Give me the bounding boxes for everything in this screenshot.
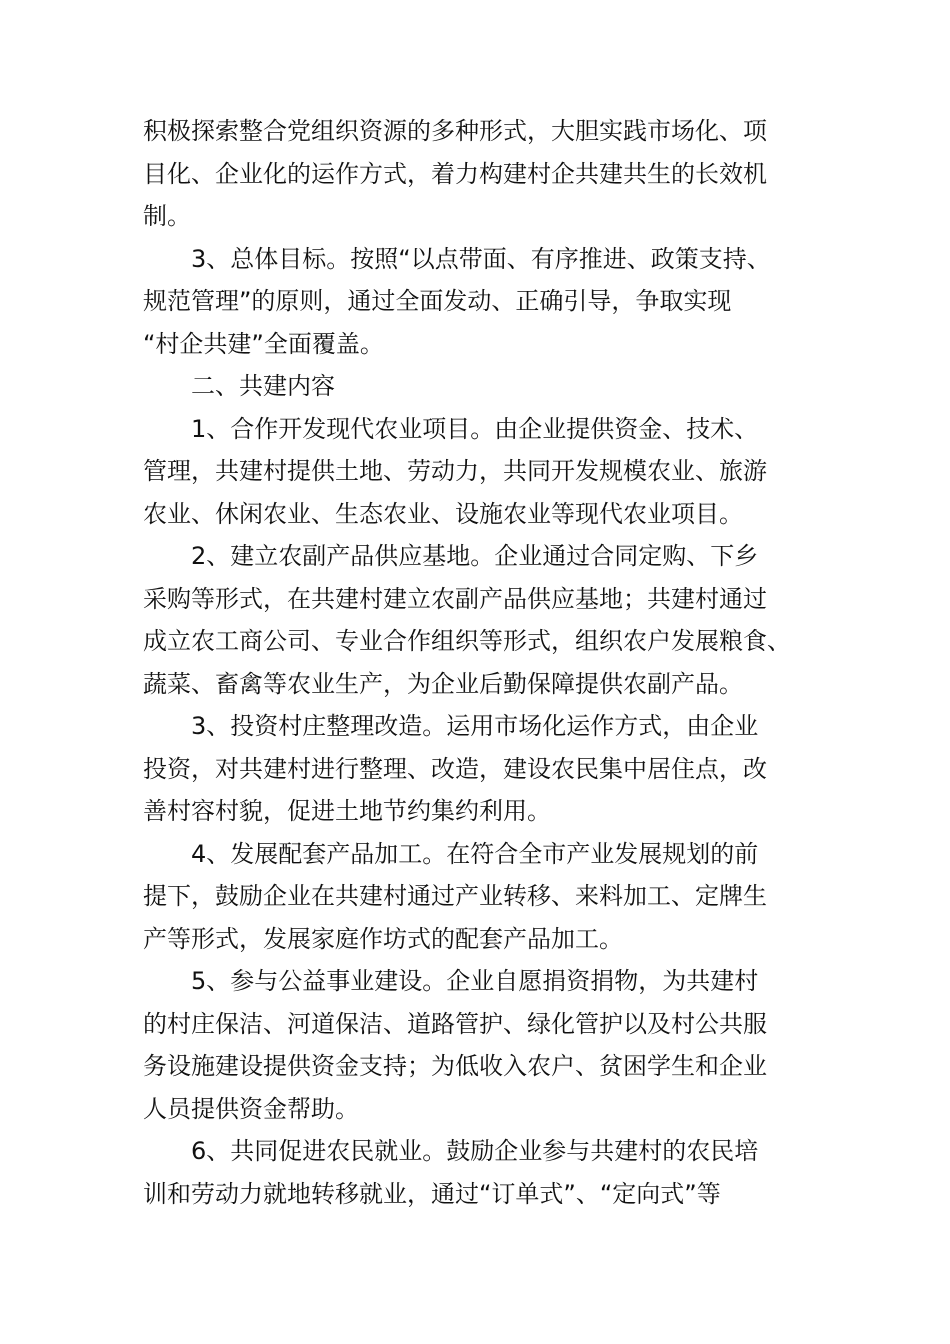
paragraph-item-2 bbox=[143, 535, 833, 705]
text-line: 提下，鼓励企业在共建村通过产业转移、来料加工、定牌生 bbox=[143, 882, 767, 910]
text-line: 产等形式，发展家庭作坊式的配套产品加工。 bbox=[143, 924, 623, 953]
text-line: 的村庄保洁、河道保洁、道路管护、绿化管护以及村公共服 bbox=[143, 1009, 767, 1038]
text-line: 3、总体目标。按照“以点带面、有序推进、政策支持、 bbox=[191, 244, 771, 273]
document-body bbox=[143, 110, 833, 1215]
text-line: 3、投资村庄整理改造。运用市场化运作方式，由企业 bbox=[191, 712, 759, 740]
text-line: 农业、休闲农业、生态农业、设施农业等现代农业项目。 bbox=[143, 499, 743, 528]
text-line: 5、参与公益事业建设。企业自愿捐资捐物，为共建村 bbox=[191, 967, 759, 995]
paragraph-overall-goal bbox=[143, 238, 833, 366]
text-line: 目化、企业化的运作方式，着力构建村企共建共生的长效机 bbox=[143, 159, 767, 188]
text-line: 1、合作开发现代农业项目。由企业提供资金、技术、 bbox=[191, 414, 759, 443]
heading-text: 二、共建内容 bbox=[191, 372, 335, 400]
text-line: 成立农工商公司、专业合作组织等形式，组织农户发展粮食、 bbox=[143, 627, 791, 655]
paragraph-item-6 bbox=[143, 1130, 833, 1215]
text-line: 积极探索整合党组织资源的多种形式，大胆实践市场化、项 bbox=[143, 117, 767, 145]
text-line: “村企共建”全面覆盖。 bbox=[143, 329, 384, 358]
section-heading bbox=[143, 365, 833, 408]
paragraph-item-1 bbox=[143, 408, 833, 536]
text-line: 4、发展配套产品加工。在符合全市产业发展规划的前 bbox=[191, 839, 759, 868]
text-line: 投资，对共建村进行整理、改造，建设农民集中居住点，改 bbox=[143, 754, 767, 783]
text-line: 务设施建设提供资金支持；为低收入农户、贫困学生和企业 bbox=[143, 1052, 767, 1080]
text-line: 蔬菜、畜禽等农业生产，为企业后勤保障提供农副产品。 bbox=[143, 669, 743, 698]
text-line: 6、共同促进农民就业。鼓励企业参与共建村的农民培 bbox=[191, 1137, 759, 1165]
paragraph-item-4 bbox=[143, 833, 833, 961]
text-line: 制。 bbox=[143, 202, 191, 230]
paragraph-item-5 bbox=[143, 960, 833, 1130]
text-line: 2、建立农副产品供应基地。企业通过合同定购、下乡 bbox=[191, 542, 759, 570]
paragraph-item-3 bbox=[143, 705, 833, 833]
text-line: 善村容村貌，促进土地节约集约利用。 bbox=[143, 797, 551, 825]
text-line: 管理，共建村提供土地、劳动力，共同开发规模农业、旅游 bbox=[143, 457, 767, 485]
text-line: 训和劳动力就地转移就业，通过“订单式”、“定向式”等 bbox=[143, 1179, 721, 1208]
text-line: 采购等形式，在共建村建立农副产品供应基地；共建村通过 bbox=[143, 584, 767, 613]
text-line: 规范管理”的原则，通过全面发动、正确引导，争取实现 bbox=[143, 287, 732, 315]
paragraph-intro-continued bbox=[143, 110, 833, 238]
text-line: 人员提供资金帮助。 bbox=[143, 1094, 359, 1123]
